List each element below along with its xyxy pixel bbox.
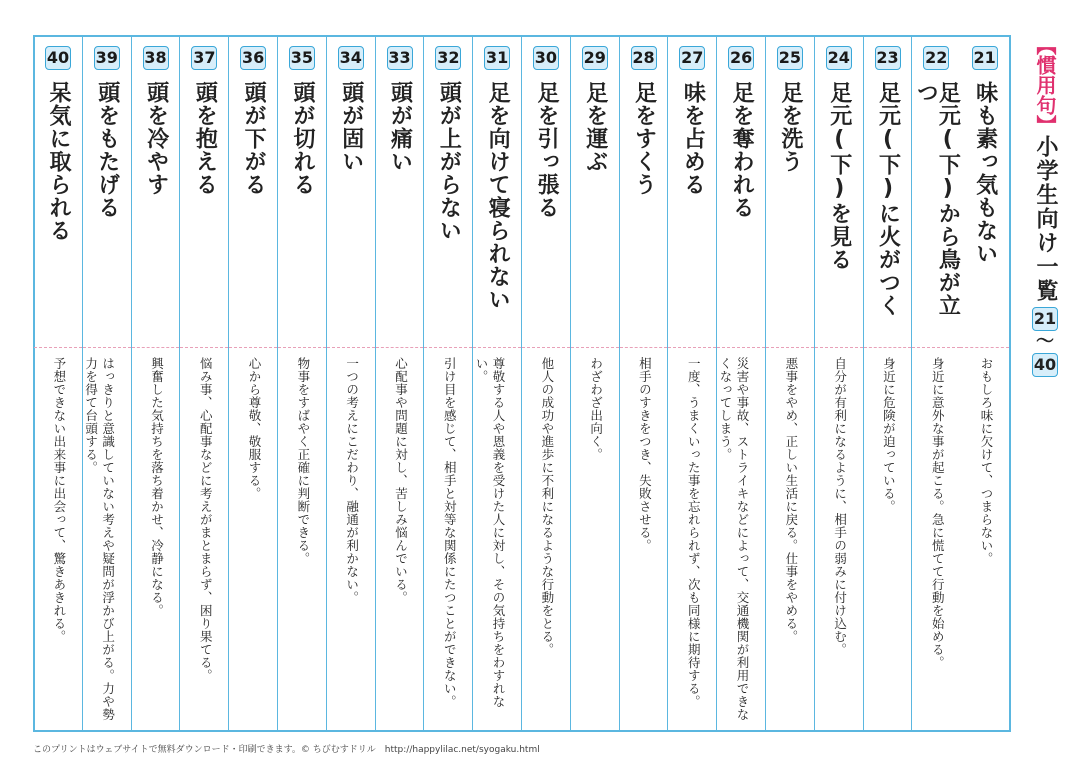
- entry-number: 40: [45, 46, 71, 70]
- entry-number: 35: [289, 46, 315, 70]
- divider: [815, 347, 863, 348]
- range-start: 21: [1032, 307, 1058, 331]
- idiom-phrase: 頭を抱える: [192, 81, 218, 196]
- idiom-meaning: 自分が有利になるように、相手の弱みに付け込む。: [832, 357, 848, 656]
- title-column: [1016, 35, 1074, 732]
- idiom-entry: [911, 37, 960, 730]
- idiom-entry: [667, 37, 716, 730]
- idiom-table: [33, 35, 1011, 732]
- idiom-phrase: 足を奪われる: [729, 81, 755, 219]
- idiom-entry: [131, 37, 180, 730]
- divider: [327, 347, 375, 348]
- idiom-entry: [521, 37, 570, 730]
- category-tag: 【慣用句】: [1033, 35, 1057, 135]
- idiom-meaning: 悪事をやめ、正しい生活に戻る。仕事をやめる。: [783, 357, 799, 643]
- idiom-meaning: 尊敬する人や恩義を受けた人に対し、その気持ちをわすれない。: [474, 357, 507, 708]
- idiom-phrase: 足元(下)に火がつく: [875, 81, 901, 317]
- entry-number: 27: [679, 46, 705, 70]
- idiom-phrase: 味も素っ気もない: [972, 81, 998, 265]
- entry-number: 23: [875, 46, 901, 70]
- idiom-meaning: 心から尊敬、敬服する。: [247, 357, 263, 500]
- idiom-meaning: 興奮した気持ちを落ち着かせ、冷静になる。: [149, 357, 165, 617]
- idiom-meaning: 一度、うまくいった事を忘れられず、次も同様に期待する。: [686, 357, 702, 708]
- entry-number: 25: [777, 46, 803, 70]
- idiom-phrase: 足を洗う: [777, 81, 803, 173]
- idiom-phrase: 頭が下がる: [241, 81, 267, 196]
- idiom-meaning: 相手のすきをつき、失敗させる。: [637, 357, 653, 552]
- idiom-entry: [179, 37, 228, 730]
- idiom-entry: [765, 37, 814, 730]
- entry-number: 32: [435, 46, 461, 70]
- idiom-entry: [326, 37, 375, 730]
- idiom-phrase: 足を向けて寝られない: [485, 81, 511, 311]
- idiom-meaning: 心配事や問題に対し、苦しみ悩んでいる。: [393, 357, 409, 604]
- footer-note: このプリントはウェブサイトで無料ダウンロード・印刷できます。© ちびむすドリル http://happylilac.net/syogaku.html: [33, 745, 540, 755]
- idiom-entry: [472, 37, 521, 730]
- divider: [620, 347, 668, 348]
- entry-number: 26: [728, 46, 754, 70]
- entry-number: 28: [631, 46, 657, 70]
- entry-number: 22: [923, 46, 949, 70]
- idiom-meaning: 悩み事、心配事などに考えがまとまらず、困り果てる。: [198, 357, 214, 682]
- divider: [180, 347, 228, 348]
- entry-number: 37: [191, 46, 217, 70]
- divider: [132, 347, 180, 348]
- idiom-phrase: 頭が痛い: [387, 81, 413, 173]
- idiom-entry: [716, 37, 765, 730]
- idiom-phrase: 足元(下)を見る: [826, 81, 852, 271]
- range-end: 40: [1032, 353, 1058, 377]
- divider: [34, 347, 82, 348]
- idiom-phrase: 足元(下)から鳥が立つ: [913, 81, 961, 317]
- idiom-meaning: わざわざ出向く。: [588, 357, 604, 461]
- idiom-entry: [277, 37, 326, 730]
- idiom-meaning: 災害や事故、ストライキなどによって、交通機関が利用できなくなってしまう。: [718, 357, 751, 721]
- page-title: 小学生向け一覧: [1033, 135, 1058, 303]
- idiom-meaning: 他人の成功や進歩に不利になるような行動をとる。: [539, 357, 555, 656]
- divider: [229, 347, 277, 348]
- range-indicator: [1032, 307, 1058, 377]
- idiom-phrase: 呆気に取られる: [45, 81, 71, 242]
- idiom-meaning: 身近に危険が迫っている。: [881, 357, 897, 513]
- idiom-entry: [33, 37, 82, 730]
- divider: [717, 347, 765, 348]
- divider: [376, 347, 424, 348]
- idiom-meaning: はっきりと意識していない考えや疑問が浮かび上がる。力や勢力を得て台頭する。: [83, 357, 116, 721]
- entry-number: 39: [94, 46, 120, 70]
- divider: [912, 347, 960, 348]
- idiom-phrase: 足をすくう: [631, 81, 657, 196]
- idiom-phrase: 足を引っ張る: [533, 81, 559, 219]
- divider: [424, 347, 472, 348]
- idiom-entry: [814, 37, 863, 730]
- idiom-phrase: 味を占める: [680, 81, 706, 196]
- idiom-phrase: 頭をもたげる: [94, 81, 120, 219]
- idiom-phrase: 頭が固い: [338, 81, 364, 173]
- idiom-phrase: 頭を冷やす: [143, 81, 169, 196]
- idiom-phrase: 頭が上がらない: [436, 81, 462, 242]
- range-separator: 〜: [1036, 331, 1054, 352]
- entry-number: 31: [484, 46, 510, 70]
- idiom-meaning: 引け目を感じて、相手と対等な関係にたつことができない。: [442, 357, 458, 708]
- idiom-entry: [863, 37, 912, 730]
- divider: [522, 347, 570, 348]
- entry-number: 38: [143, 46, 169, 70]
- divider: [83, 347, 131, 348]
- divider: [766, 347, 814, 348]
- idiom-entry: [375, 37, 424, 730]
- divider: [668, 347, 716, 348]
- idiom-meaning: 一つの考えにこだわり、融通が利かない。: [344, 357, 360, 604]
- divider: [278, 347, 326, 348]
- divider: [960, 347, 1009, 348]
- entry-number: 30: [533, 46, 559, 70]
- divider: [473, 347, 521, 348]
- idiom-entry: [423, 37, 472, 730]
- idiom-entry: [960, 37, 1009, 730]
- entry-number: 36: [240, 46, 266, 70]
- entry-number: 34: [338, 46, 364, 70]
- entry-number: 24: [826, 46, 852, 70]
- idiom-entry: [228, 37, 277, 730]
- idiom-entry: [82, 37, 131, 730]
- idiom-entry: [570, 37, 619, 730]
- divider: [864, 347, 912, 348]
- entry-number: 29: [582, 46, 608, 70]
- entry-number: 33: [387, 46, 413, 70]
- idiom-meaning: 物事をすばやく正確に判断できる。: [295, 357, 311, 565]
- divider: [571, 347, 619, 348]
- idiom-phrase: 頭が切れる: [289, 81, 315, 196]
- idiom-phrase: 足を運ぶ: [582, 81, 608, 173]
- idiom-entry: [619, 37, 668, 730]
- idiom-meaning: 身近に意外な事が起こる。急に慌てて行動を始める。: [930, 357, 946, 669]
- idiom-meaning: 予想できない出来事に出会って、驚きあきれる。: [51, 357, 67, 643]
- idiom-columns: [35, 37, 1009, 730]
- idiom-meaning: おもしろ味に欠けて、つまらない。: [979, 357, 994, 565]
- entry-number: 21: [972, 46, 998, 70]
